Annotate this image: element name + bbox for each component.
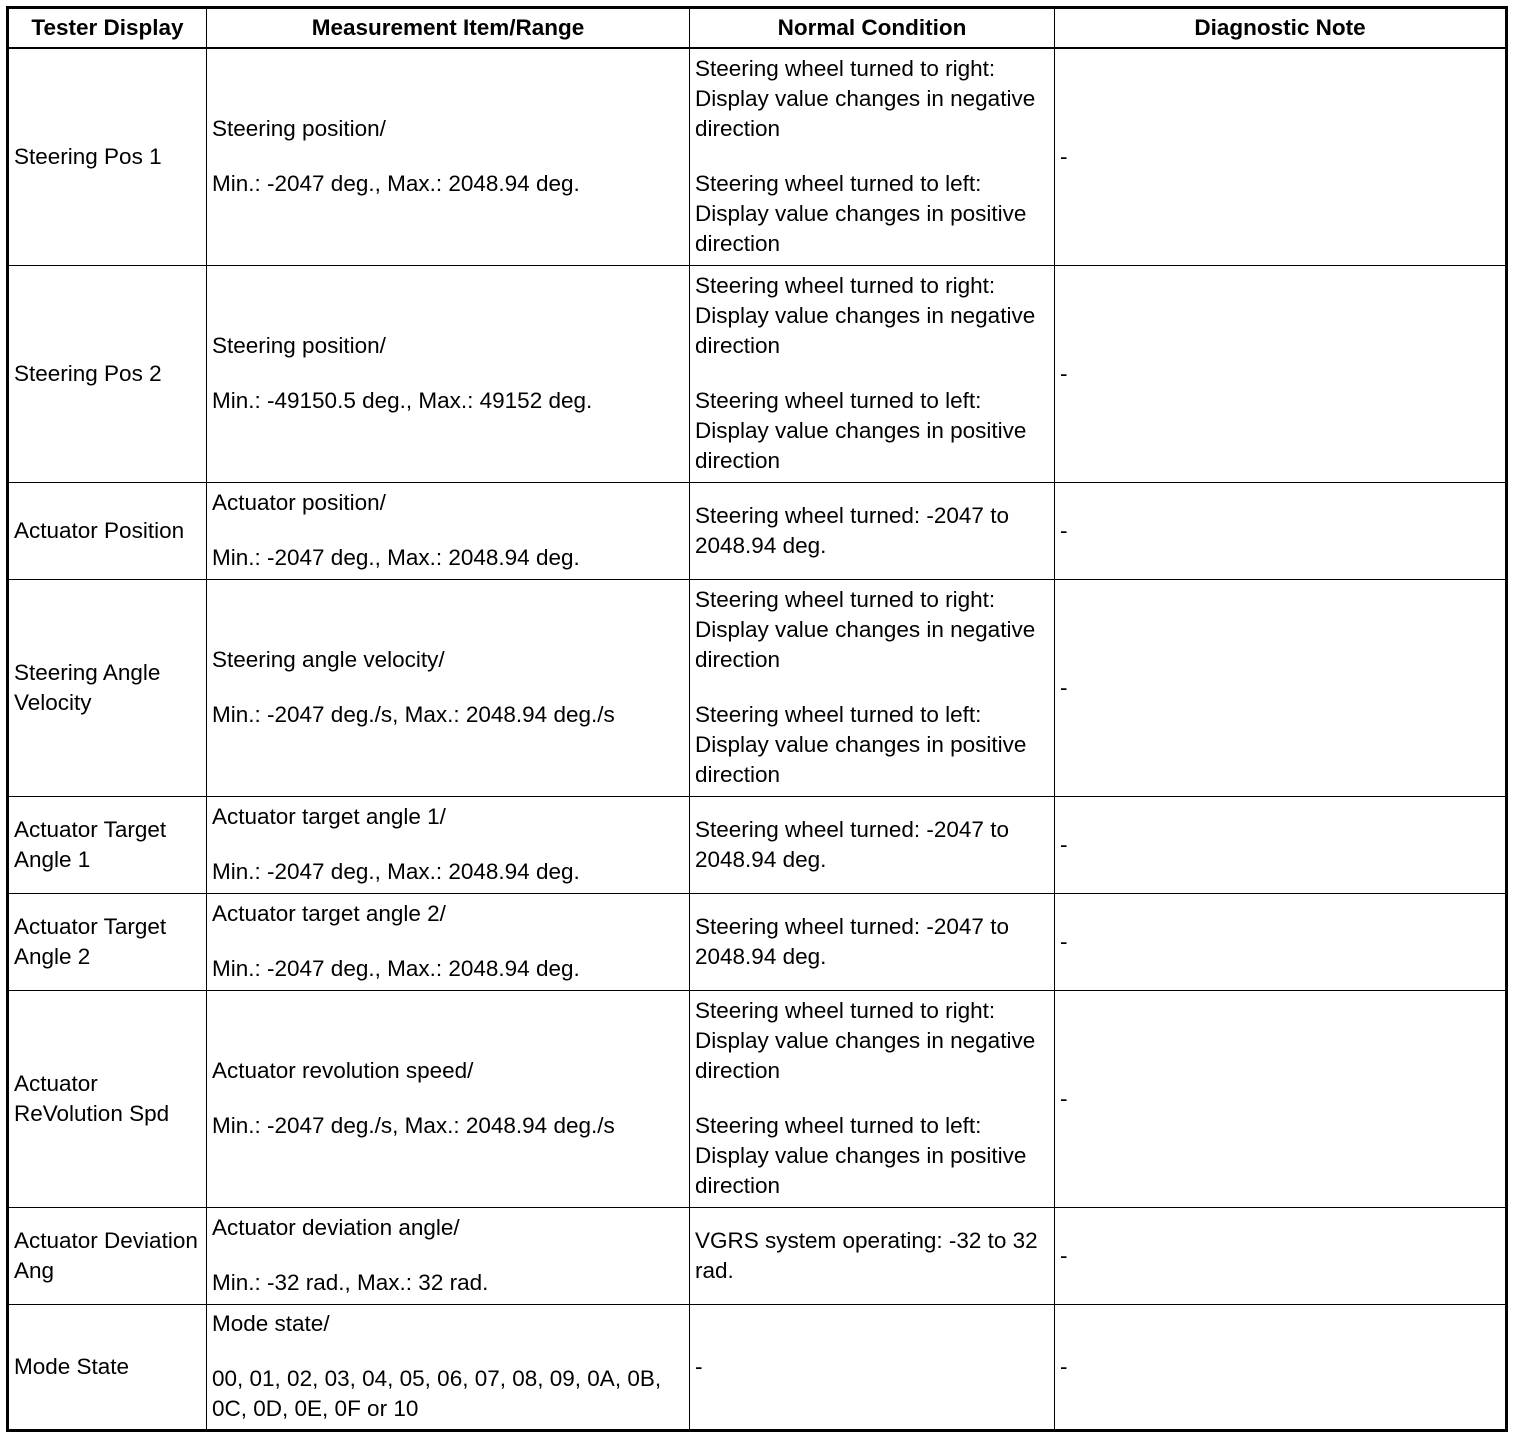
condition-text: Steering wheel turned to left: Display value changes in positive direction (695, 388, 1027, 473)
header-normal-condition: Normal Condition (690, 8, 1055, 49)
table-row (8, 1207, 1507, 1304)
normal-condition-cell (690, 579, 1055, 796)
measurement-range: Min.: -2047 deg., Max.: 2048.94 deg. (212, 545, 580, 570)
diagnostic-note-cell: - (1055, 893, 1507, 990)
measurement-range: Min.: -2047 deg./s, Max.: 2048.94 deg./s (212, 702, 615, 727)
condition-text: Steering wheel turned to right: Display value changes in negative direction (695, 587, 1036, 672)
measurement-range: Min.: -49150.5 deg., Max.: 49152 deg. (212, 388, 593, 413)
measurement-range: Min.: -32 rad., Max.: 32 rad. (212, 1270, 489, 1295)
tester-display-cell: Steering Pos 1 (8, 48, 207, 265)
normal-condition-cell (690, 893, 1055, 990)
condition-text: Steering wheel turned to left: Display value changes in positive direction (695, 702, 1027, 787)
table-row (8, 893, 1507, 990)
table-row (8, 265, 1507, 482)
diagnostic-note-cell: - (1055, 482, 1507, 579)
tester-display-cell: Actuator Target Angle 2 (8, 893, 207, 990)
measurement-cell (207, 990, 690, 1207)
condition-text: Steering wheel turned: -2047 to 2048.94 deg. (695, 502, 1009, 558)
tester-display-cell: Actuator Position (8, 482, 207, 579)
measurement-cell (207, 48, 690, 265)
diagnostic-note-cell: - (1055, 1304, 1507, 1430)
diagnostic-note-cell: - (1055, 48, 1507, 265)
normal-condition-cell (690, 990, 1055, 1207)
header-measurement: Measurement Item/Range (207, 8, 690, 49)
normal-condition-cell (690, 1207, 1055, 1304)
table-row (8, 579, 1507, 796)
measurement-item: Mode state/ (212, 1311, 330, 1336)
tester-display-cell: Actuator Target Angle 1 (8, 796, 207, 893)
diagnostic-note-cell: - (1055, 265, 1507, 482)
measurement-item: Actuator position/ (212, 490, 386, 515)
measurement-cell (207, 1207, 690, 1304)
measurement-item: Actuator target angle 2/ (212, 901, 446, 926)
tester-display-cell: Actuator ReVolution Spd (8, 990, 207, 1207)
measurement-range: Min.: -2047 deg., Max.: 2048.94 deg. (212, 956, 580, 981)
measurement-range: Min.: -2047 deg., Max.: 2048.94 deg. (212, 859, 580, 884)
tester-display-cell: Mode State (8, 1304, 207, 1430)
table-row (8, 990, 1507, 1207)
measurement-item: Steering angle velocity/ (212, 647, 445, 672)
condition-text: VGRS system operating: -32 to 32 rad. (695, 1227, 1038, 1283)
measurement-range: Min.: -2047 deg., Max.: 2048.94 deg. (212, 171, 580, 197)
measurement-item: Actuator target angle 1/ (212, 804, 446, 829)
measurement-item: Actuator deviation angle/ (212, 1215, 460, 1240)
table-row (8, 48, 1507, 265)
data-list-table (6, 6, 1508, 1432)
condition-text: - (695, 1353, 703, 1379)
table-row (8, 482, 1507, 579)
header-tester-display: Tester Display (8, 8, 207, 49)
measurement-item: Steering position/ (212, 116, 386, 142)
diagnostic-note-cell: - (1055, 990, 1507, 1207)
measurement-range: 00, 01, 02, 03, 04, 05, 06, 07, 08, 09, 0A, 0B, 0C, 0D, 0E, 0F or 10 (212, 1366, 662, 1421)
condition-text: Steering wheel turned to right: Display value changes in negative direction (695, 273, 1036, 358)
condition-text: Steering wheel turned to left: Display value changes in positive direction (695, 171, 1027, 257)
diagnostic-note-cell: - (1055, 796, 1507, 893)
measurement-item: Actuator revolution speed/ (212, 1058, 474, 1083)
tester-display-cell: Steering Pos 2 (8, 265, 207, 482)
condition-text: Steering wheel turned to left: Display value changes in positive direction (695, 1113, 1027, 1198)
tester-display-cell: Actuator Deviation Ang (8, 1207, 207, 1304)
header-diagnostic-note: Diagnostic Note (1055, 8, 1507, 49)
measurement-cell (207, 482, 690, 579)
measurement-cell (207, 1304, 690, 1430)
measurement-cell (207, 579, 690, 796)
condition-text: Steering wheel turned to right: Display value changes in negative direction (695, 56, 1036, 142)
normal-condition-cell (690, 482, 1055, 579)
measurement-range: Min.: -2047 deg./s, Max.: 2048.94 deg./s (212, 1113, 615, 1138)
table-row (8, 1304, 1507, 1430)
diagnostic-note-cell: - (1055, 579, 1507, 796)
condition-text: Steering wheel turned to right: Display value changes in negative direction (695, 998, 1036, 1083)
header-row (8, 8, 1507, 49)
normal-condition-cell (690, 265, 1055, 482)
normal-condition-cell (690, 1304, 1055, 1430)
diagnostic-note-cell: - (1055, 1207, 1507, 1304)
measurement-cell (207, 796, 690, 893)
measurement-cell (207, 893, 690, 990)
tester-display-cell: Steering Angle Velocity (8, 579, 207, 796)
condition-text: Steering wheel turned: -2047 to 2048.94 deg. (695, 913, 1009, 969)
condition-text: Steering wheel turned: -2047 to 2048.94 deg. (695, 816, 1009, 872)
normal-condition-cell (690, 796, 1055, 893)
measurement-cell (207, 265, 690, 482)
table-row (8, 796, 1507, 893)
normal-condition-cell (690, 48, 1055, 265)
measurement-item: Steering position/ (212, 333, 386, 358)
